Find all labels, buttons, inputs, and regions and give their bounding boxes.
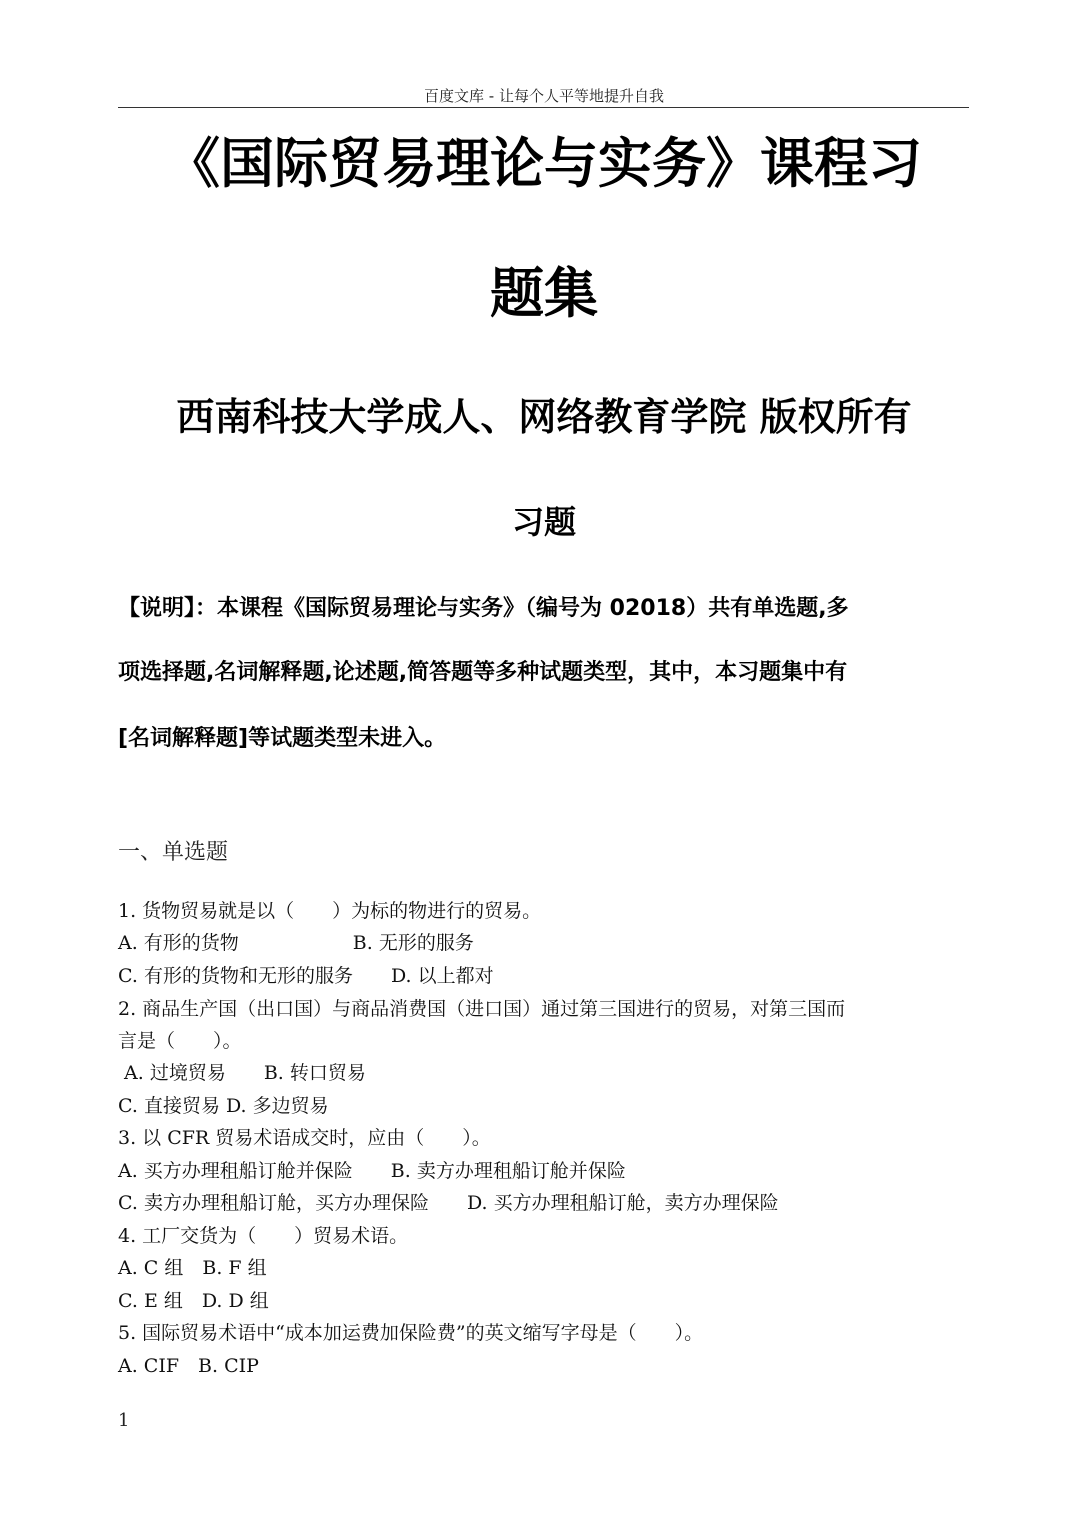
question-line: 言是（ ）。 (118, 1030, 242, 1052)
running-header: 百度文库 - 让每个人平等地提升自我 (424, 87, 664, 105)
page-number: 1 (118, 1410, 130, 1431)
question-line: 3. 以 CFR 贸易术语成交时，应由（ ）。 (118, 1127, 491, 1149)
question-line: A. 买方办理租船订舱并保险 B. 卖方办理租船订舱并保险 (118, 1160, 626, 1182)
note-line-2: 项选择题,名词解释题,论述题,简答题等多种试题类型，其中，本习题集中有 (118, 660, 848, 685)
document-title-line-1: 《国际贸易理论与实务》课程习 (166, 132, 922, 195)
question-line: 2. 商品生产国（出口国）与商品消费国（进口国）通过第三国进行的贸易，对第三国而 (118, 998, 846, 1020)
question-line: C. 卖方办理租船订舱，买方办理保险 D. 买方办理租船订舱，卖方办理保险 (118, 1192, 779, 1214)
question-line: A. CIF B. CIP (118, 1355, 259, 1377)
header-divider (118, 107, 969, 108)
question-line: A. 有形的货物 B. 无形的服务 (118, 932, 474, 954)
question-line: C. 直接贸易 D. 多边贸易 (118, 1095, 329, 1117)
question-line: 4. 工厂交货为（ ）贸易术语。 (118, 1225, 409, 1247)
question-line: A. C 组 B. F 组 (118, 1257, 267, 1279)
question-line: C. 有形的货物和无形的服务 D. 以上都对 (118, 965, 494, 987)
note-line-3: [名词解释题]等试题类型未进入。 (118, 726, 447, 751)
question-line: A. 过境贸易 B. 转口贸易 (118, 1062, 366, 1084)
question-line: 5. 国际贸易术语中“成本加运费加保险费”的英文缩写字母是（ ）。 (118, 1322, 704, 1344)
note-line-1: 【说明】：本课程《国际贸易理论与实务》（编号为 02018）共有单选题,多 (118, 596, 849, 621)
document-title-line-2: 题集 (490, 262, 598, 325)
publisher-subtitle: 西南科技大学成人、网络教育学院 版权所有 (176, 395, 912, 439)
section-heading: 习题 (511, 503, 576, 541)
question-line: 1. 货物贸易就是以（ ）为标的物进行的贸易。 (118, 900, 542, 922)
question-line: C. E 组 D. D 组 (118, 1290, 269, 1312)
part-heading: 一、单选题 (118, 840, 229, 865)
